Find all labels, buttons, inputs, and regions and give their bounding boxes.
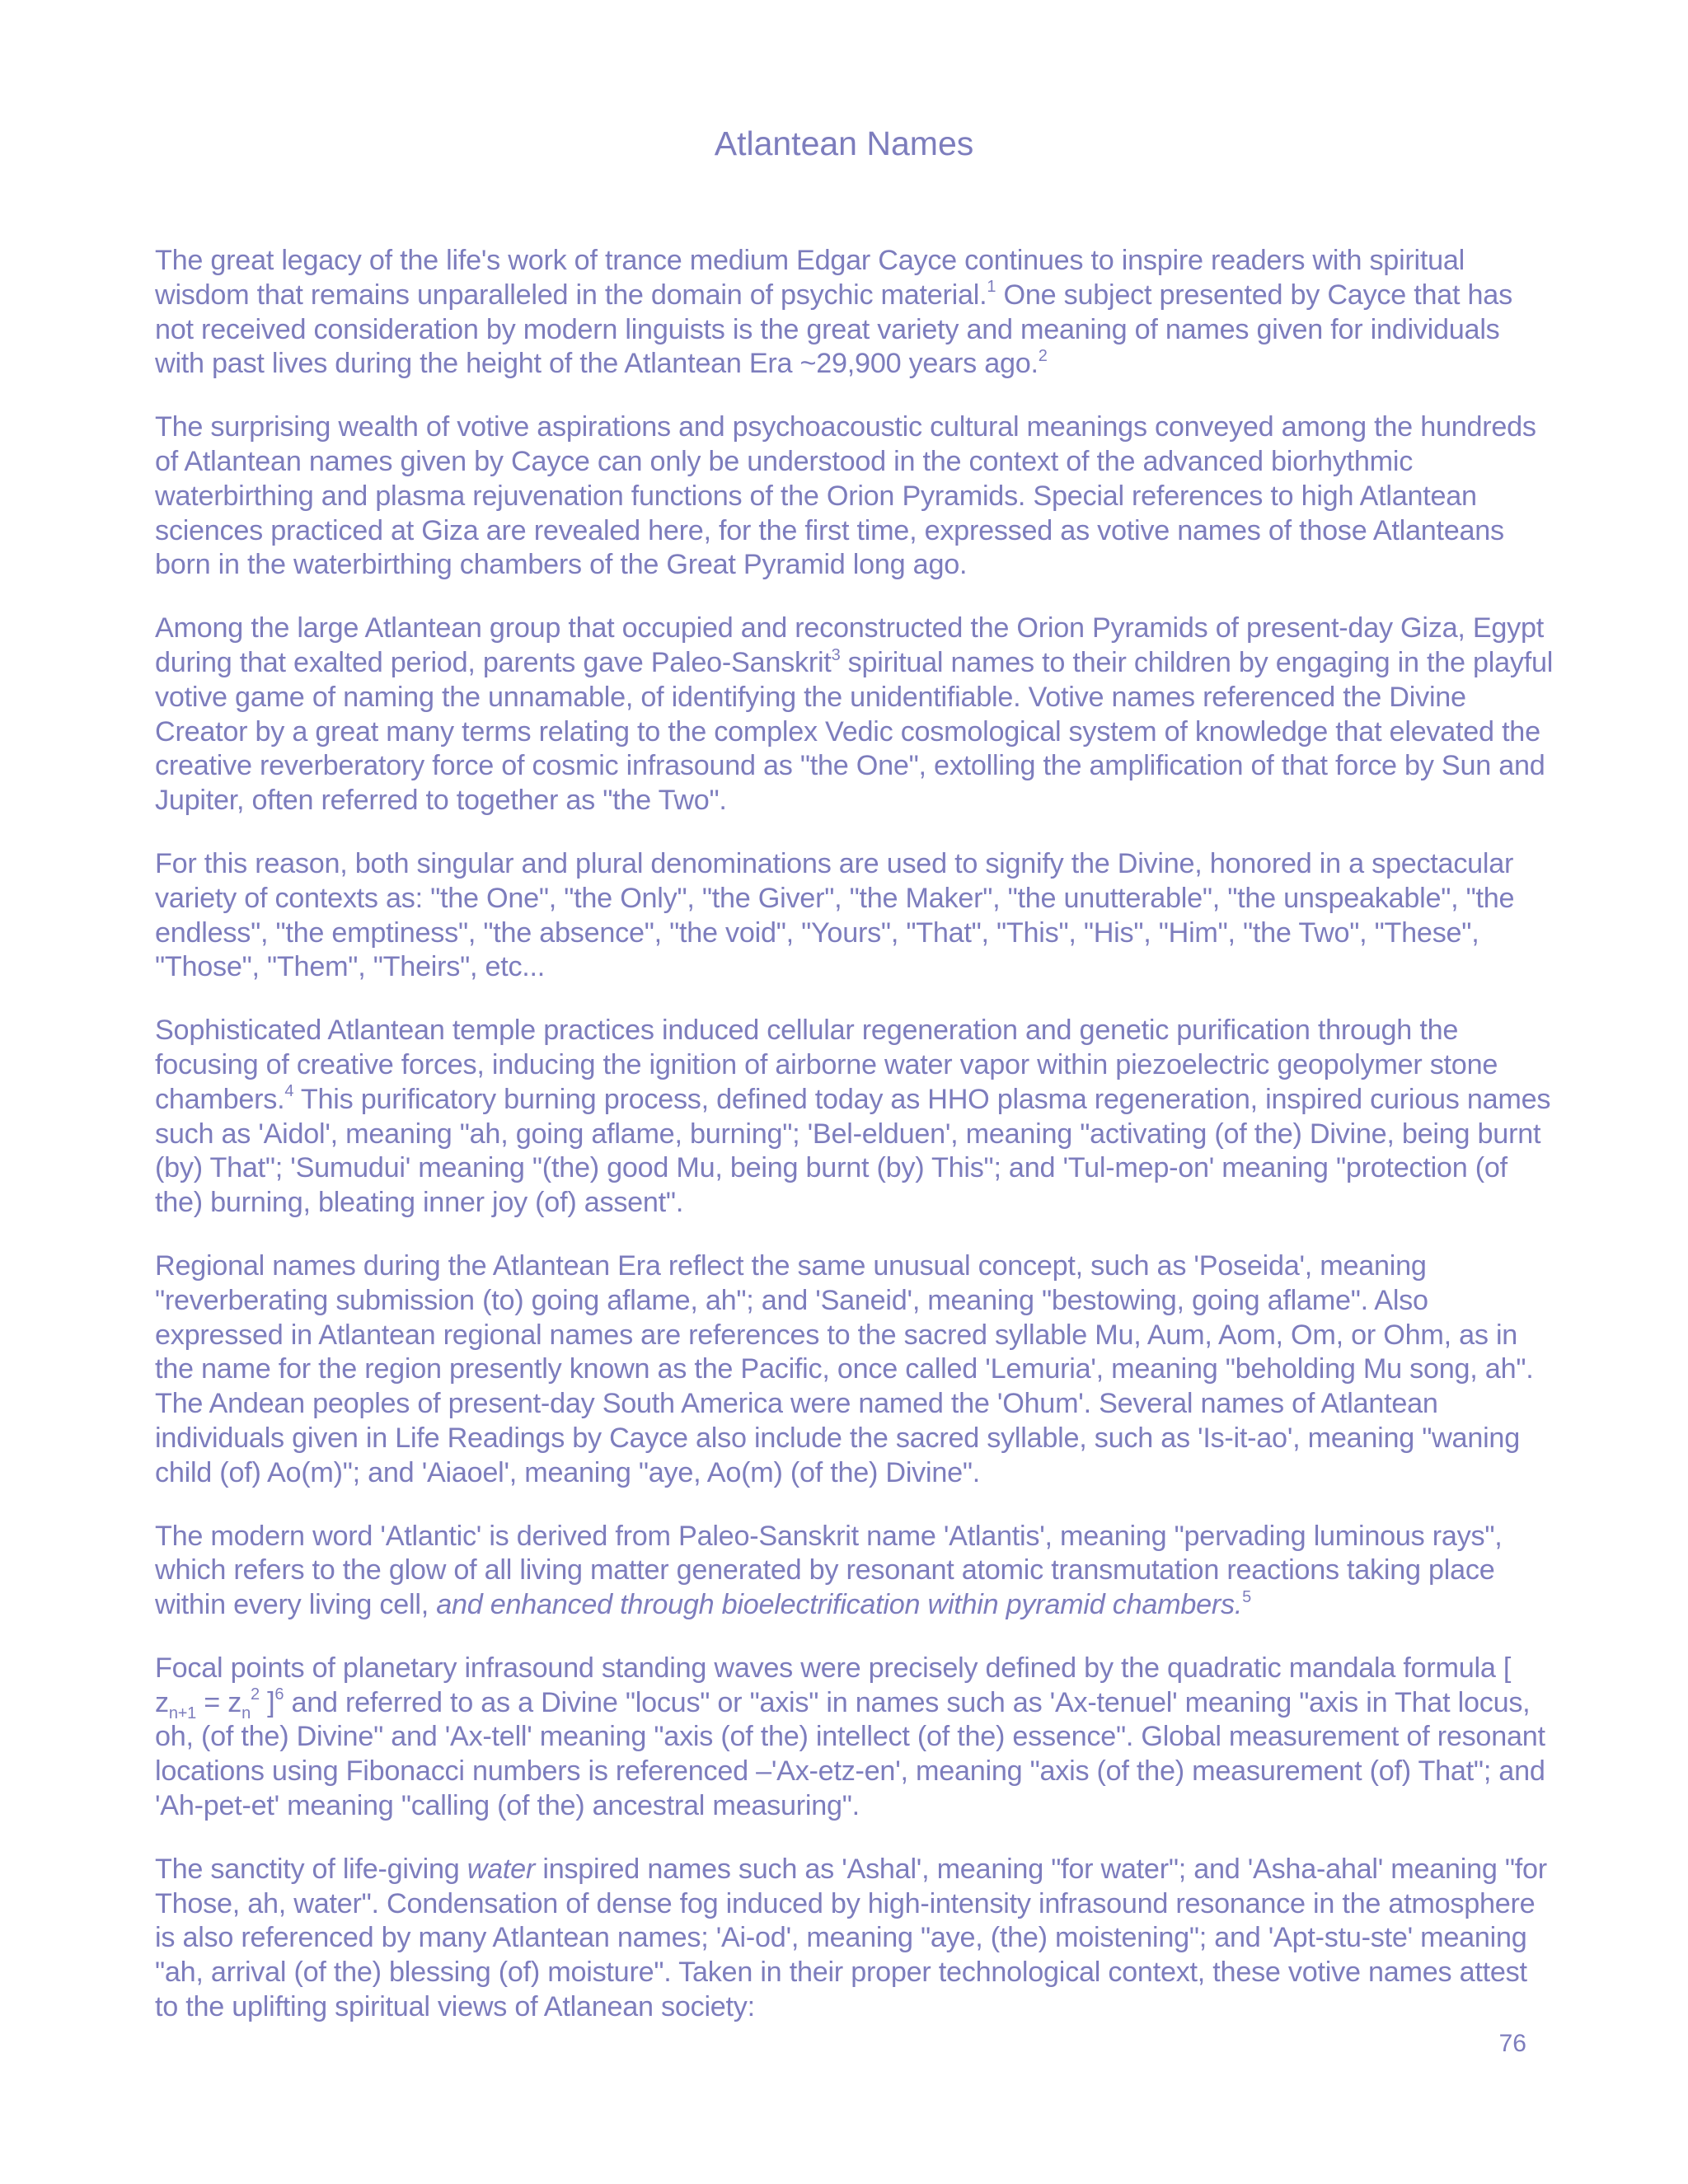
- paragraph-8: [155, 1652, 1556, 1824]
- paragraph-1-text-b: One subject presented by Cayce that has not received consideration by modern linguists is the great variety and meaning of names given for individuals with past lives during the height of the Atlantean Era ~29,900 years ago.: [155, 279, 1512, 380]
- paragraph-5: [155, 1014, 1556, 1221]
- paragraph-8-text-b: = z: [196, 1686, 242, 1718]
- paragraph-6: Regional names during the Atlantean Era reflect the same unusual concept, such as 'Poseida', meaning "reverberating submission (to) going aflame, ah"; and 'Saneid', meaning "bestowing, going aflame". Also expressed in Atlantean regional names are references to the sacred syllable Mu, Aum, Aom, Om, or Ohm, as in the name for the region presently known as the Pacific, once called 'Lemuria', meaning "beholding Mu song, ah". The Andean peoples of present-day South America were named the 'Ohum'. Several names of Atlantean individuals given in Life Readings by Cayce also include the sacred syllable, such as 'Is-it-ao', meaning "waning child (of) Ao(m)"; and 'Aiaoel', meaning "aye, Ao(m) (of the) Divine".: [155, 1249, 1534, 1488]
- paragraph-1-text-a: The great legacy of the life's work of trance medium Edgar Cayce continues to inspire readers with spiritual wisdom that remains unparalleled in the domain of psychic material.: [155, 245, 1465, 311]
- footnote-ref-3: 3: [831, 645, 841, 664]
- paragraph-9-text-a: The sanctity of life-giving: [155, 1853, 467, 1885]
- footnote-ref-5: 5: [1242, 1587, 1251, 1606]
- paragraph-8-text-c: ]: [259, 1686, 275, 1718]
- paragraph-1: [155, 244, 1556, 382]
- paragraph-5-text-a: Sophisticated Atlantean temple practices induced cellular regeneration and genetic purification through the focusing of creative forces, inducing the ignition of airborne water vapor within piezoelectric geopolymer stone chambers.: [155, 1015, 1498, 1115]
- formula-subscript-n: n: [241, 1704, 251, 1722]
- formula-exponent: 2: [250, 1685, 260, 1704]
- paragraph-8-text-d: and referred to as a Divine "locus" or "axis" in names such as 'Ax-tenuel' meaning "axis in That locus, oh, (of the) Divine" and 'Ax-tell' meaning "axis (of the) intellect (of the) essence". Global measurement of resonant locations using Fibonacci numbers is referenced –'Ax-etz-en', meaning "axis (of the) measurement (of) That"; and 'Ah-pet-et' meaning "calling (of the) ancestral measuring".: [155, 1686, 1545, 1822]
- paragraph-7: [155, 1520, 1556, 1623]
- formula-subscript-n-plus-1: n+1: [168, 1704, 197, 1722]
- paragraph-3: [155, 612, 1556, 818]
- footnote-ref-1: 1: [987, 278, 996, 297]
- paragraph-2: The surprising wealth of votive aspirations and psychoacoustic cultural meanings conveyed among the hundreds of Atlantean names given by Cayce can only be understood in the context of the advanced biorhythmic waterbirthing and plasma rejuvenation functions of the Orion Pyramids. Special references to high Atlantean sciences practiced at Giza are revealed here, for the first time, expressed as votive names of those Atlanteans born in the waterbirthing chambers of the Great Pyramid long ago.: [155, 411, 1536, 581]
- body-text: [155, 244, 1556, 2054]
- page-title: Atlantean Names: [714, 124, 974, 162]
- footnote-ref-6: 6: [274, 1685, 284, 1704]
- paragraph-7-italic: and enhanced through bioelectrification within pyramid chambers.: [436, 1589, 1243, 1621]
- footnote-ref-2: 2: [1038, 347, 1048, 365]
- footnote-ref-4: 4: [284, 1082, 294, 1101]
- paragraph-9: [155, 1853, 1556, 2025]
- paragraph-5-text-b: This purificatory burning process, defined today as HHO plasma regeneration, inspired curious names such as 'Aidol', meaning "ah, going aflame, burning"; 'Bel-elduen', meaning "activating (of the) Divine, being burnt (by) That"; 'Sumudui' meaning "(the) good Mu, being burnt (by) This"; and 'Tul-mep-on' meaning "protection (of the) burning, bleating inner joy (of) assent".: [155, 1083, 1551, 1219]
- paragraph-3-text-a: Among the large Atlantean group that occupied and reconstructed the Orion Pyramids of present-day Giza, Egypt during that exalted period, parents gave Paleo-Sanskrit: [155, 612, 1545, 678]
- paragraph-7-text-a: The modern word 'Atlantic' is derived from Paleo-Sanskrit name 'Atlantis', meaning "pervading luminous rays", which refers to the glow of all living matter generated by resonant atomic transmutation reactions taking place within every living cell,: [155, 1520, 1503, 1621]
- paragraph-4: For this reason, both singular and plural denominations are used to signify the Divine, honored in a spectacular variety of contexts as: "the One", "the Only", "the Giver", "the Maker", "the unutterable", "the unspeakable", "the endless", "the emptiness", "the absence", "the void", "Yours", "That", "This", "His", "Him", "the Two", "These", "Those", "Them", "Theirs", etc...: [155, 847, 1515, 983]
- paragraph-8-text-a: Focal points of planetary infrasound standing waves were precisely defined by the quadratic mandala formula [ z: [155, 1652, 1512, 1718]
- paragraph-3-text-b: spiritual names to their children by engaging in the playful votive game of naming the unnamable, of identifying the unidentifiable. Votive names referenced the Divine Creator by a great many terms relating to the complex Vedic cosmological system of knowledge that elevated the creative reverberatory force of cosmic infrasound as "the One", extolling the amplification of that force by Sun and Jupiter, often referred to together as "the Two".: [155, 646, 1554, 817]
- paragraph-9-italic: water: [467, 1853, 536, 1885]
- paragraph-9-text-b: inspired names such as 'Ashal', meaning "for water"; and 'Asha-ahal' meaning "for Those, ah, water". Condensation of dense fog induced by high-intensity infrasound resonance in the atmosphere is also referenced by many Atlantean names; 'Ai-od', meaning "aye, (the) moistening"; and 'Apt-stu-ste' meaning "ah, arrival (of the) blessing (of) moisture". Taken in their proper technological context, these votive names attest to the uplifting spiritual views of Atlanean society:: [155, 1853, 1547, 2023]
- page-number: 76: [1498, 2030, 1526, 2057]
